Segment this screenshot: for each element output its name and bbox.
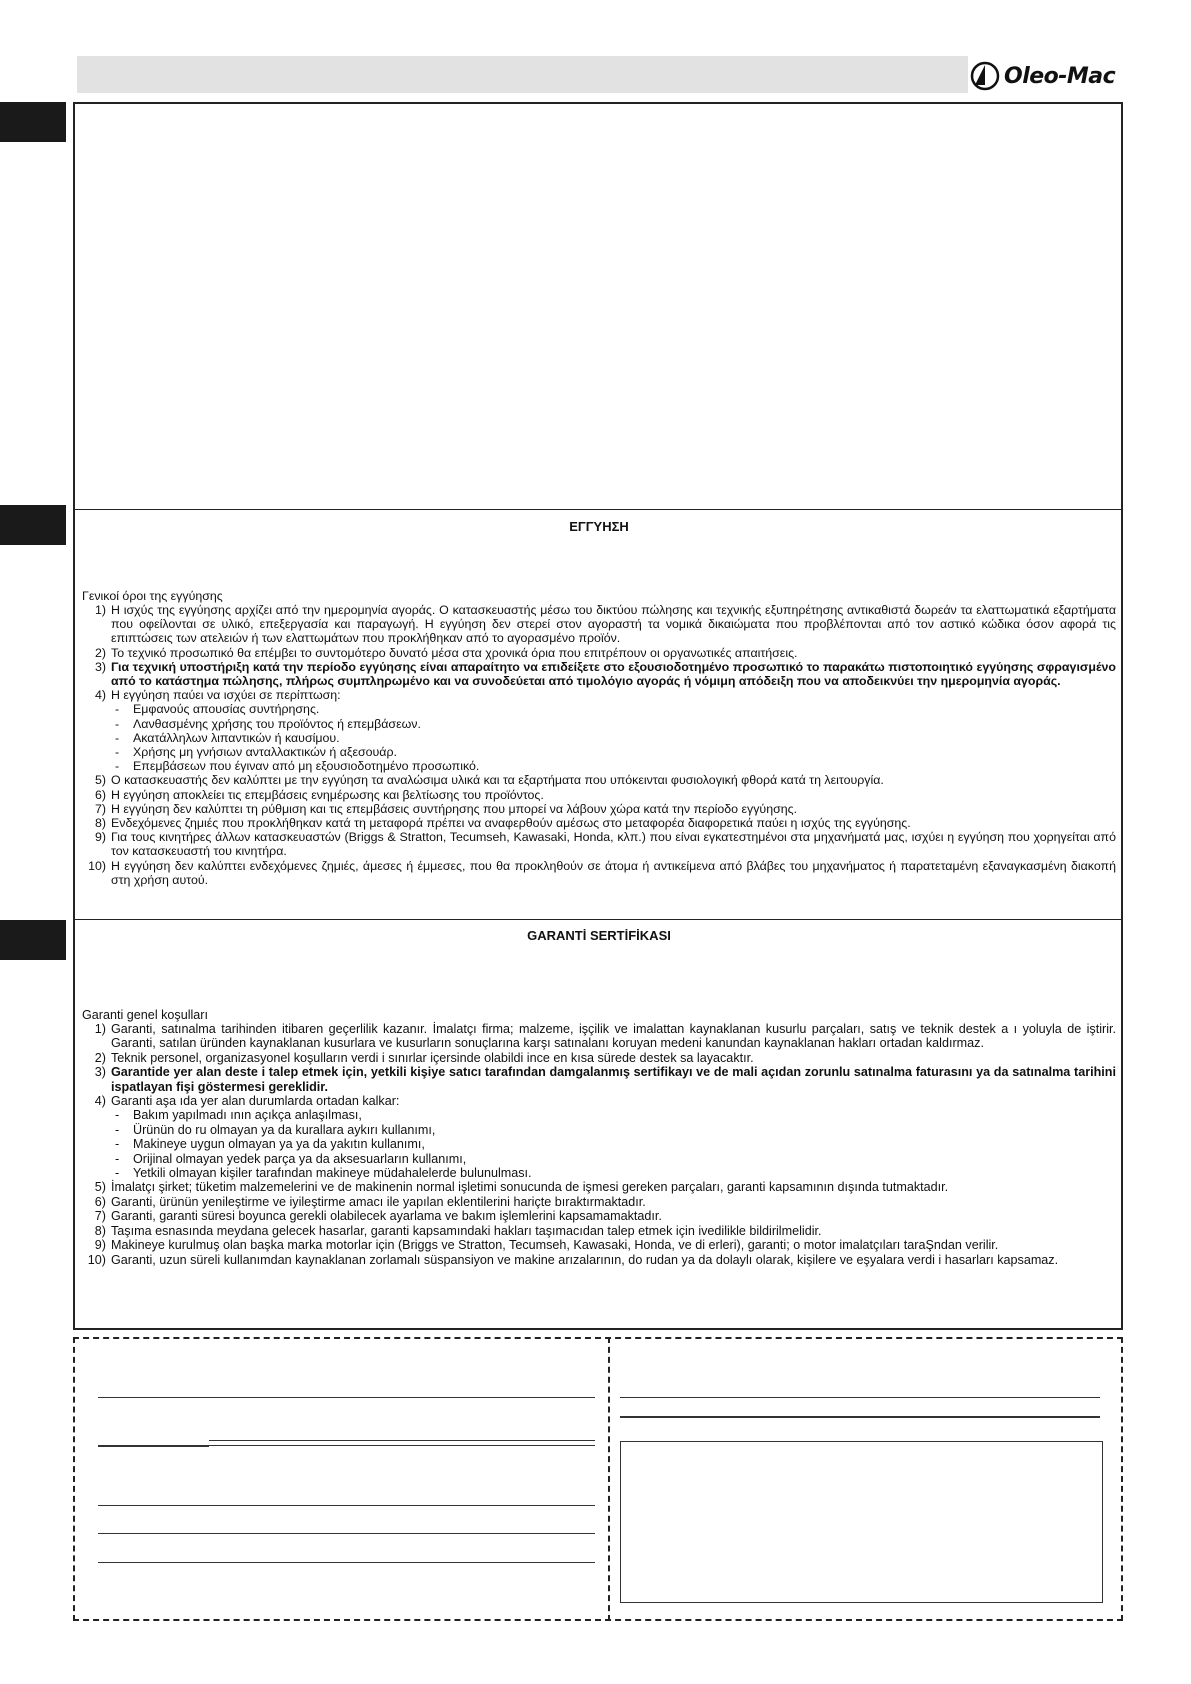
list-item: 3) Garantide yer alan deste i talep etmek için, yetkili kişiye satıcı tarafından damgalanmış sertifikayı ve de mali açıdan zorunlu satınalma faturasını ya da satınalma tarihini ispatlayan fişi göstermesi gereklidir. [94, 1065, 1116, 1094]
section-divider-2 [73, 919, 1123, 920]
form-line [209, 1440, 595, 1441]
list-item: 7) Garanti, garanti süresi boyunca gerekli olabilecek ayarlama ve bakım işlemlerini kapsamamaktadır. [94, 1209, 662, 1224]
list-item: 1) Garanti, satınalma tarihinden itibaren geçerlilik kazanır. İmalatçı firma; malzeme, işçilik ve imalattan kaynaklanan kusurlu parçaları, satış ve teknik destek a ı yoluyla de iştirir. Garanti, satılan üründen kaynaklanan kusurlara ve kusurların sonuçlarına karşı satınalanı koruyan medeni kanundan kaynaklanan hakları ortadan kaldırmaz. [94, 1022, 1116, 1051]
header-bar [77, 56, 968, 93]
sub-list-item: - Χρήσης μη γνήσιων ανταλλακτικών ή αξεσουάρ. [115, 745, 397, 760]
list-item: 4) Garanti aşa ıda yer alan durumlarda ortadan kalkar: [94, 1094, 400, 1109]
list-item: 1) Η ισχύς της εγγύησης αρχίζει από την ημερομηνία αγοράς. Ο κατασκευαστής μέσω του δικτύου πώλησης και τεχνικής εξυπηρέτησης αντικαθιστά δωρεάν τα ελαττωματικά εξαρτήματα που οφείλονται σε υλικό, επεξεργασία και παραγωγή. Η εγγύηση δεν στερεί στον αγοραστή τα νομικά δικαιώματα που προβλέπονται από τον αστικό κώδικα όσον αφορά τις επιπτώσεις των ατελειών ή των ελαττωμάτων που προκλήθηκαν από το αγορασμένο προϊόν. [94, 603, 1116, 646]
section-divider-1 [73, 509, 1123, 510]
list-item: 3) Για τεχνική υποστήριξη κατά την περίοδο εγγύησης είναι απαραίτητο να επιδείξετε στο εξουσιοδοτημένο προσωπικό το παρακάτω πιστοποιητικό εγγύησης σφραγισμένο από το κατάστημα πώλησης, πλήρως συμπληρωμένο και να συνοδεύεται από τιμολόγιο αγοράς ή νόμιμη απόδειξη που να αποδεικνύει την ημερομηνία αγοράς. [94, 659, 1116, 689]
list-item: 5) Ο κατασκευαστής δεν καλύπτει με την εγγύηση τα αναλώσιμα υλικά και τα εξαρτήματα που υπόκεινται φυσιολογική φθορά κατά τη λειτουργία. [94, 773, 884, 788]
turkish-subtitle: Garanti genel koşulları [82, 1008, 209, 1022]
side-tab-3 [0, 920, 66, 960]
greek-title: ΕΓΓΥΗΣΗ [569, 519, 629, 534]
form-line [98, 1533, 595, 1534]
list-item: 2) Teknik personel, organizasyonel koşulların verdi i sınırlar içersinde olabildi ince en kısa sürede destek sa layacaktır. [94, 1050, 754, 1065]
brand-name: Oleo-Mac [1004, 63, 1116, 89]
sub-list-item: - Yetkili olmayan kişiler tarafından makineye müdahalelerde bulunulması. [115, 1166, 532, 1181]
sub-list-item: - Επεμβάσεων που έγιναν από μη εξουσιοδοτημένο προσωπικό. [115, 759, 480, 774]
form-line [620, 1416, 1100, 1418]
form-line [98, 1505, 595, 1506]
sub-list-item: - Εμφανούς απουσίας συντήρησης. [115, 702, 320, 717]
form-line [620, 1397, 1100, 1398]
list-item: 10) Η εγγύηση δεν καλύπτει ενδεχόμενες ζημιές, άμεσες ή έμμεσες, που θα προκληθούν σε άτομα ή αντικείμενα από βλάβες του μηχανήματος ή παρατεταμένη εξαναγκασμένη διακοπή στη χρήση αυτού. [88, 858, 1116, 887]
list-item: 6) Garanti, ürünün yenileştirme ve iyileştirme amacı ile yapılan eklentilerini hariçte bıraktırmaktadır. [94, 1194, 646, 1209]
sub-list-item: - Λανθασμένης χρήσης του προϊόντος ή επεμβάσεων. [115, 716, 421, 731]
form-line [209, 1445, 595, 1446]
warranty-card-divider [608, 1337, 610, 1621]
list-item: 9) Για τους κινητήρες άλλων κατασκευαστών (Briggs & Stratton, Tecumseh, Kawasaki, Honda, κλπ.) που είναι εγκατεστημένοι στα μηχανήματά μας, ισχύει η εγγύηση που χορηγείται από τον κατασκευαστή του κινητήρα. [94, 830, 1116, 859]
sub-list-item: - Ürünün do ru olmayan ya da kurallara aykırı kullanımı, [115, 1122, 436, 1137]
form-line [98, 1445, 209, 1447]
form-line [98, 1397, 595, 1398]
list-item: 9) Makineye kurulmuş olan başka marka motorlar için (Briggs ve Stratton, Tecumseh, Kawasaki, Honda, ve di erleri), garanti; o motor imalatçıları taraŞndan verilir. [94, 1238, 999, 1253]
greek-warranty-section [82, 520, 1116, 915]
list-item: 2) Το τεχνικό προσωπικό θα επέμβει το συντομότερο δυνατό μέσα στα χρονικά όρια που επιτρέπουν οι οργανωτικές απαιτήσεις. [94, 645, 798, 660]
sub-list-item: - Ακατάλληλων λιπαντικών ή καυσίμου. [115, 730, 340, 745]
list-item: 8) Ενδεχόμενες ζημιές που προκλήθηκαν κατά τη μεταφορά πρέπει να αναφερθούν αμέσως στο μεταφορέα διαφορετικά παύει η ισχύς της εγγύησης. [94, 816, 911, 831]
sub-list-item: - Makineye uygun olmayan ya ya da yakıtın kullanımı, [115, 1137, 425, 1152]
sub-list-item: - Bakım yapılmadı ının açıkça anlaşılması, [115, 1108, 362, 1123]
list-item: 6) Η εγγύηση αποκλείει τις επεμβάσεις ενημέρωσης και βελτίωσης του προϊόντος. [94, 787, 544, 802]
greek-terms-list [82, 603, 1116, 887]
list-item: 8) Taşıma esnasında meydana gelecek hasarlar, garanti kapsamındaki hakları taşımacıdan talep etmek için ivedilikle bildirilmelidir. [94, 1223, 822, 1238]
sub-list-item: - Orijinal olmayan yedek parça ya da aksesuarların kullanımı, [115, 1151, 467, 1166]
oleo-mac-logo-icon [970, 61, 1000, 91]
turkish-warranty-section [82, 929, 1116, 1327]
turkish-terms-list [82, 1022, 1116, 1267]
list-item: 7) Η εγγύηση δεν καλύπτει τη ρύθμιση και τις επεμβάσεις συντήρησης που μπορεί να λάβουν χώρα κατά την περίοδο εγγύησης. [94, 801, 798, 816]
form-line [98, 1562, 595, 1563]
brand-logo [970, 56, 1125, 96]
side-tab-1 [0, 102, 66, 142]
list-item: 5) İmalatçı şirket; tüketim malzemelerini ve de makinenin normal işletimi sonucunda de işmesi gereken parçaları, garanti kapsamının dışında tutmaktadır. [94, 1180, 949, 1195]
list-item: 4) Η εγγύηση παύει να ισχύει σε περίπτωση: [94, 688, 341, 703]
side-tab-2 [0, 505, 66, 545]
dealer-stamp-box [620, 1441, 1103, 1603]
greek-subtitle: Γενικοί όροι της εγγύησης [82, 589, 223, 603]
list-item: 10) Garanti, uzun süreli kullanımdan kaynaklanan zorlamalı süspansiyon ve makine arızalarının, do rudan ya da dolaylı olarak, kişilere ve eşyalara verdi i hasarları kapsamaz. [87, 1252, 1059, 1267]
turkish-title: GARANTİ SERTİFİKASI [527, 928, 671, 943]
